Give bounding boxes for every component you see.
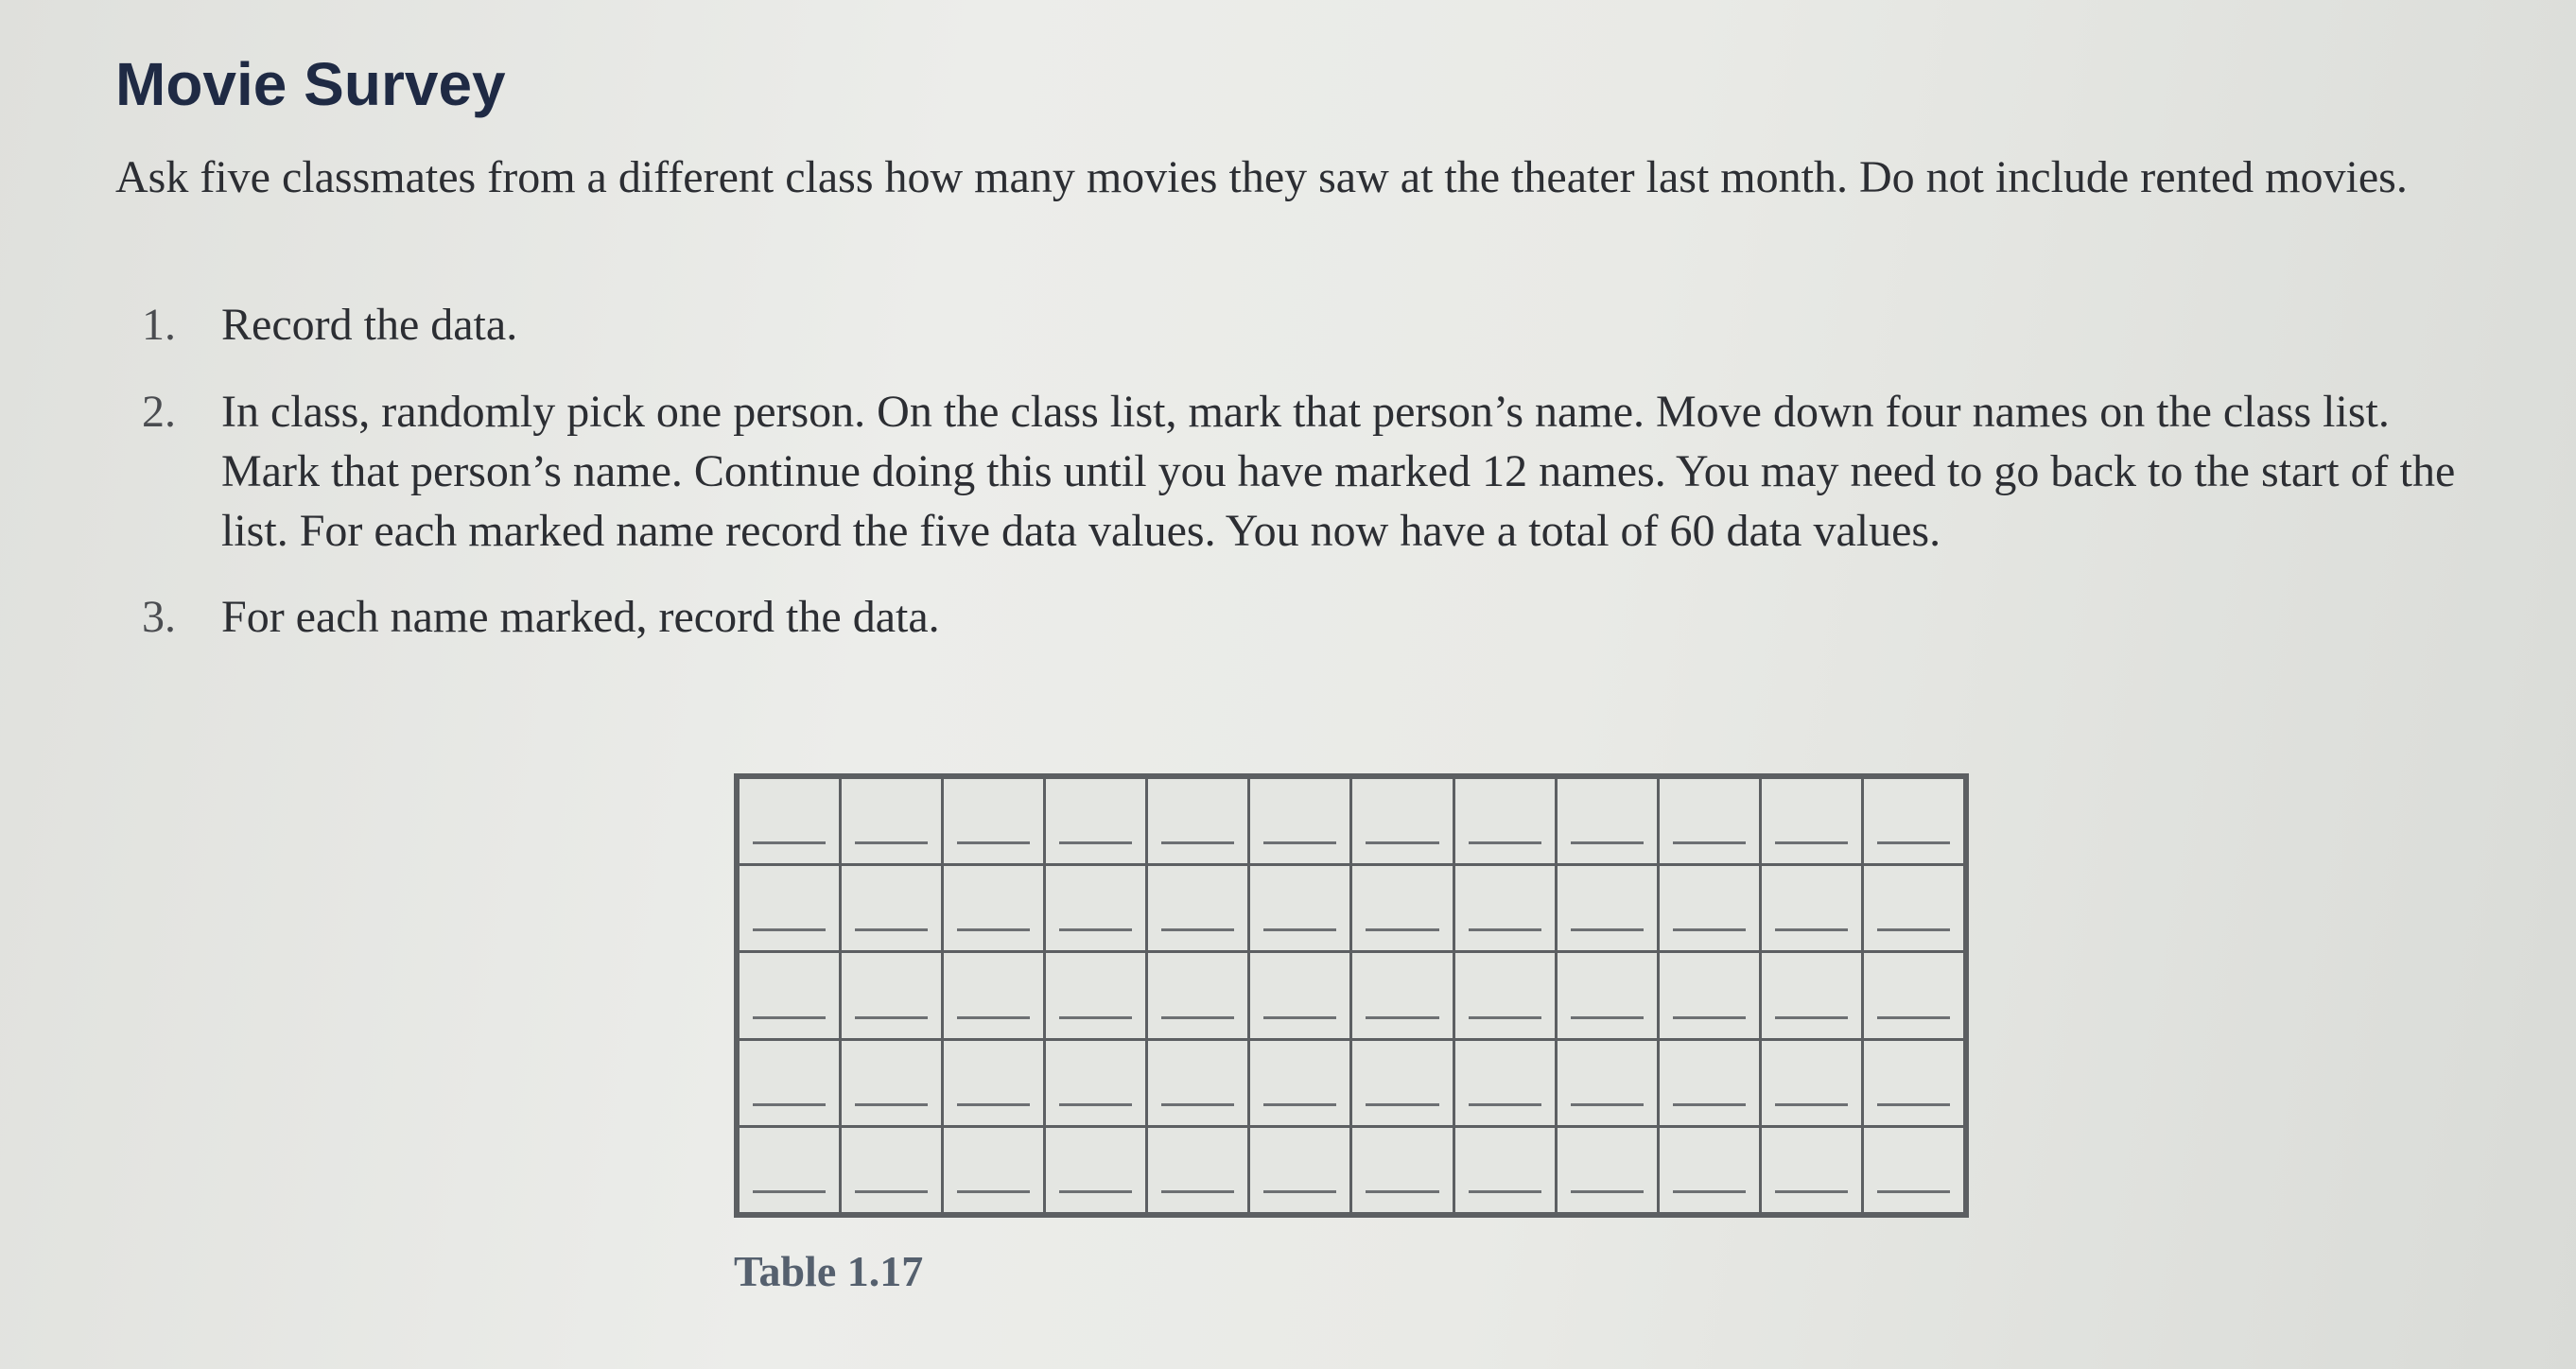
blank-line (1059, 841, 1132, 844)
blank-cell (1760, 1126, 1862, 1213)
blank-line (855, 1190, 928, 1193)
step-number: 3. (142, 592, 176, 642)
table-row (739, 865, 1965, 952)
blank-cell (1249, 778, 1351, 865)
list-item (142, 295, 2487, 355)
blank-cell (1045, 778, 1147, 865)
blank-line (1469, 928, 1541, 931)
blank-line (855, 1103, 928, 1106)
blank-cell (1045, 1126, 1147, 1213)
blank-cell (1249, 1039, 1351, 1126)
data-table (734, 773, 1969, 1218)
blank-cell (1862, 952, 1964, 1039)
blank-cell (1658, 1126, 1760, 1213)
blank-cell (943, 952, 1045, 1039)
blank-cell (1556, 1039, 1658, 1126)
blank-line (1059, 1016, 1132, 1019)
blank-cell (1147, 778, 1249, 865)
blank-cell (1453, 952, 1556, 1039)
step-text: Record the data. (221, 300, 518, 350)
blank-cell (1658, 865, 1760, 952)
blank-line (1161, 1190, 1234, 1193)
blank-cell (1862, 865, 1964, 952)
blank-cell (1862, 1126, 1964, 1213)
blank-cell (1760, 952, 1862, 1039)
blank-cell (841, 865, 943, 952)
blank-line (1673, 841, 1746, 844)
blank-cell (739, 952, 841, 1039)
blank-line (855, 1016, 928, 1019)
blank-line (1469, 1190, 1541, 1193)
blank-line (1673, 1103, 1746, 1106)
blank-line (1571, 928, 1644, 931)
table-row (739, 1039, 1965, 1126)
blank-line (1877, 928, 1950, 931)
blank-cell (1760, 865, 1862, 952)
blank-line (753, 1103, 826, 1106)
blank-cell (1351, 1126, 1453, 1213)
steps-list (142, 295, 2487, 674)
blank-cell (1351, 1039, 1453, 1126)
blank-line (855, 928, 928, 931)
blank-line (1673, 1190, 1746, 1193)
blank-cell (739, 1039, 841, 1126)
blank-line (753, 1190, 826, 1193)
blank-cell (1453, 778, 1556, 865)
blank-cell (1351, 865, 1453, 952)
blank-cell (1453, 1126, 1556, 1213)
blank-line (1263, 841, 1336, 844)
blank-cell (1249, 865, 1351, 952)
blank-cell (1045, 865, 1147, 952)
step-text: For each name marked, record the data. (221, 592, 940, 642)
blank-line (1059, 1103, 1132, 1106)
blank-cell (1556, 1126, 1658, 1213)
blank-line (1263, 1016, 1336, 1019)
blank-cell (1147, 1126, 1249, 1213)
blank-line (957, 841, 1030, 844)
blank-line (1161, 841, 1234, 844)
intro-paragraph: Ask five classmates from a different class how many movies they saw at the theater last month. Do not include rented movies. (115, 152, 2408, 202)
blank-cell (1760, 1039, 1862, 1126)
blank-line (1673, 928, 1746, 931)
blank-line (1469, 841, 1541, 844)
blank-cell (1453, 865, 1556, 952)
blank-line (1263, 1103, 1336, 1106)
blank-line (1059, 1190, 1132, 1193)
blank-cell (1556, 778, 1658, 865)
blank-line (1877, 1103, 1950, 1106)
blank-cell (943, 865, 1045, 952)
blank-line (753, 841, 826, 844)
blank-cell (1658, 1039, 1760, 1126)
blank-cell (943, 1039, 1045, 1126)
blank-cell (1862, 778, 1964, 865)
blank-line (957, 1103, 1030, 1106)
blank-line (957, 928, 1030, 931)
blank-cell (739, 865, 841, 952)
blank-cell (943, 1126, 1045, 1213)
table-row (739, 1126, 1965, 1213)
list-item (142, 587, 2487, 648)
blank-line (1877, 841, 1950, 844)
blank-cell (739, 778, 841, 865)
blank-line (1366, 1103, 1438, 1106)
blank-line (1775, 1190, 1848, 1193)
blank-line (1775, 841, 1848, 844)
blank-cell (1147, 1039, 1249, 1126)
blank-line (1877, 1190, 1950, 1193)
blank-cell (1249, 952, 1351, 1039)
table-row (739, 952, 1965, 1039)
blank-line (1366, 1190, 1438, 1193)
blank-line (1366, 1016, 1438, 1019)
blank-line (957, 1016, 1030, 1019)
blank-cell (841, 778, 943, 865)
blank-cell (1045, 952, 1147, 1039)
blank-line (1161, 1103, 1234, 1106)
blank-line (855, 841, 928, 844)
blank-line (1263, 1190, 1336, 1193)
blank-line (1469, 1103, 1541, 1106)
blank-cell (1658, 778, 1760, 865)
page-title: Movie Survey (115, 50, 506, 118)
blank-line (1366, 928, 1438, 931)
table-row (739, 778, 1965, 865)
step-number: 1. (142, 300, 176, 350)
blank-cell (841, 1126, 943, 1213)
blank-line (1161, 928, 1234, 931)
blank-line (753, 928, 826, 931)
blank-line (1571, 1190, 1644, 1193)
blank-cell (1760, 778, 1862, 865)
blank-cell (1147, 865, 1249, 952)
blank-line (1877, 1016, 1950, 1019)
blank-cell (1453, 1039, 1556, 1126)
table-caption: Table 1.17 (734, 1247, 924, 1295)
blank-cell (1862, 1039, 1964, 1126)
blank-line (1571, 841, 1644, 844)
blank-cell (943, 778, 1045, 865)
blank-cell (1249, 1126, 1351, 1213)
blank-cell (1351, 952, 1453, 1039)
blank-line (1571, 1016, 1644, 1019)
blank-line (1775, 928, 1848, 931)
blank-line (1469, 1016, 1541, 1019)
blank-line (1366, 841, 1438, 844)
step-number: 2. (142, 387, 176, 437)
blank-cell (1556, 952, 1658, 1039)
blank-cell (1658, 952, 1760, 1039)
blank-line (1571, 1103, 1644, 1106)
blank-line (1775, 1016, 1848, 1019)
list-item (142, 382, 2487, 561)
blank-line (1059, 928, 1132, 931)
blank-cell (1147, 952, 1249, 1039)
blank-grid (737, 776, 1966, 1215)
blank-line (753, 1016, 826, 1019)
blank-line (1775, 1103, 1848, 1106)
blank-cell (739, 1126, 841, 1213)
blank-cell (1045, 1039, 1147, 1126)
blank-cell (841, 1039, 943, 1126)
blank-cell (1351, 778, 1453, 865)
blank-cell (841, 952, 943, 1039)
blank-line (1161, 1016, 1234, 1019)
blank-line (957, 1190, 1030, 1193)
blank-cell (1556, 865, 1658, 952)
step-text: In class, randomly pick one person. On the class list, mark that person’s name. Move down four names on the class list. Mark that person’s name. Continue doing this until you have marked 12 names. You may need to go back to the start of the list. For each marked name record the five data values. You now have a total of 60 data values. (221, 387, 2456, 556)
blank-line (1263, 928, 1336, 931)
blank-line (1673, 1016, 1746, 1019)
